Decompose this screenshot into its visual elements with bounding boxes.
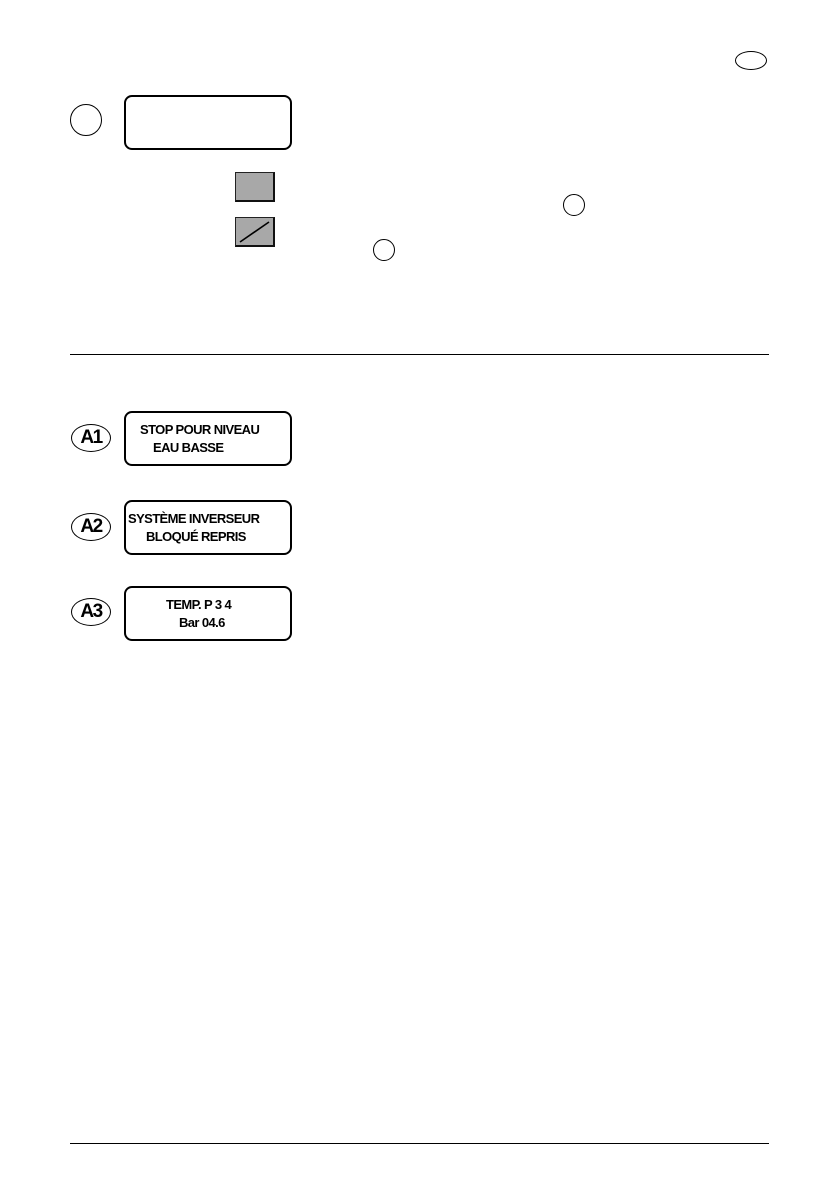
message-label-a2: A2 xyxy=(71,513,111,541)
lcd-display-a2 xyxy=(124,500,292,555)
display-index-circle xyxy=(70,104,102,136)
message-label-a1: A1 xyxy=(71,424,111,452)
lcd-line-1: SYSTÈME INVERSEUR xyxy=(128,511,260,526)
message-label-a3: A3 xyxy=(71,598,111,626)
section-divider xyxy=(70,354,769,355)
slash-key-icon[interactable] xyxy=(235,217,275,247)
lcd-line-2: Bar 04.6 xyxy=(179,615,225,630)
lcd-line-2: EAU BASSE xyxy=(153,440,224,455)
footer-divider xyxy=(70,1143,769,1144)
lcd-display-a3 xyxy=(124,586,292,641)
lcd-line-1: TEMP. P 3 4 xyxy=(166,597,232,612)
filled-key-icon[interactable] xyxy=(235,172,275,202)
lcd-display-blank xyxy=(124,95,292,150)
callout-circle-left xyxy=(373,239,395,261)
lcd-display-a1 xyxy=(124,411,292,466)
lcd-line-2: BLOQUÉ REPRIS xyxy=(146,529,246,544)
language-badge xyxy=(735,51,767,70)
slash-glyph-icon xyxy=(236,218,272,244)
callout-circle-right xyxy=(563,194,585,216)
lcd-line-1: STOP POUR NIVEAU xyxy=(140,422,260,437)
